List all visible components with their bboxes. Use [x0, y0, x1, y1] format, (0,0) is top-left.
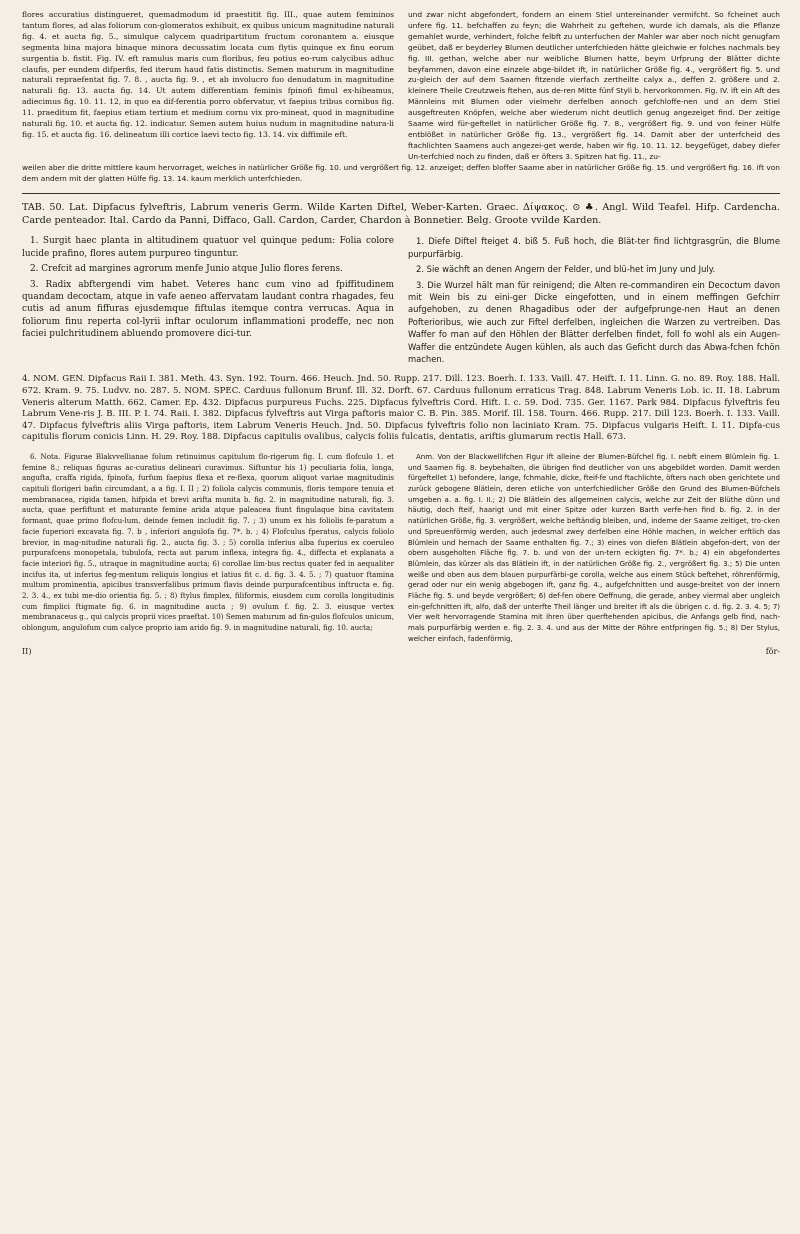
- top-section: [22, 10, 780, 163]
- german-paragraph: 1. Diefe Diftel fteiget 4. biß 5. Fuß hoch, die Blät-ter find lichtgrasgrün, die Blume purpurfärbig.: [408, 236, 780, 259]
- notes-section: [22, 452, 780, 645]
- notes-latin-column: [22, 452, 394, 645]
- description-section: [22, 235, 780, 368]
- top-latin-column: [22, 10, 394, 163]
- description-latin-column: [22, 235, 394, 368]
- catchword: för-: [765, 646, 780, 656]
- notes-german-text: Anm. Von der Blackwellifchen Figur ift alleine der Blumen-Büfchel fig. I. nebft einem Blümlein fig. 1. und Saamen fig. 8. beybehalten, die übrigen find deutlicher von uns abgebildet worden. Damit werden fürgeftellet 1) befondere, lange, fchmahle, dicke, fteif-fe und ftachlichte, öfters nach oben gerichtete und zurück gebogene Blätlein, deren etliche von unterfchiedlicher Größe den Grund des Blumen-Büfchels umgeben a. a. fig. I. II.; 2) Die Blätlein des allgemeinen calycis, welche zur Zeit der Blüthe dünn und häutig, doch fteif, haarigt und mit einer Spitze oder kurzen Barth verfe-hen find b. fig. 2. in der natürlichen Größe, fig. 3. vergrößert, welche beftändig bleiben, und, indeme der Saame zeitiget, tro-cken und Spreuenförmig werden, auch jedesmal zwey derfelben eine Höhle machen, in welcher erftlich das Blümlein und hernach der Saame enthalten fig. 7.; 3) eines von diefen Blätlein abgefon-dert, von der obern ausgeholten Fläche fig. 7. b. und von der un-tern eckigten fig. 7*. b.; 4) ein abgefondertes Blümlein, das kürzer als das Blätlein ift, in der natürlichen Größe fig. 2., vergrößert fig. 3.; 5) Die unten weiße und oben aus dem blauen purpurfärbi-ge corolla, welche aus einem Stück beftehet, röhrenförmig, gerad oder nur ein wenig abgebogen ift, ganz fig. 4., aufgefchnitten und ausge-breitet von der innern Fläche fig. 5. und beyde vergrößert; 6) def-fen obere Oeffnung, die gerade, anbey viermal aber ungleich ein-gefchnitten ift, alfo, daß der unterfte Theil länger und breiter ift als die übrigen c. d. fig. 2. 3. 4. 5; 7) Vier weit hervorragende Stamina mit ihren über querftehenden apicibus, die Anfangs gelb find, nach-mals purpurfärbig werden e. fig. 2. 3. 4. und aus der Mitte der Röhre entfpringen fig. 5.; 8) Der Stylus, welcher einfach, fadenförmig,: [408, 452, 780, 643]
- notes-german-column: [408, 452, 780, 645]
- description-german-column: [408, 235, 780, 368]
- top-german-text: und zwar nicht abgefondert, fondern an einem Stiel untereinander vermifcht. So fcheinet auch unfere fig. 11. befchaffen zu feyn; die Wahrheit zu geftehen, wurde ich damals, als die Pflanze gemahlet wurde, verhindert, folche felbft zu unterfuchen der Mahler war aber noch nicht genugfam geübet, daß er beyderley Blumen deutlicher unterfchieden hätte gleichwie er folches nachmals bey fig. III. gethan, welche aber nur weibliche Blumen hatte, beym Urfprung der Blätter dichte beyfammen, davon eine einzele abge-bildet ift, in natürlicher Größe fig. 4., vergrößert fig. 5. und zu-gleich der auf dem Saamen fitzende vierfach zertheilte calyx a., deffen 2. größere und 2. kleinere Theile Creutzweis ftehen, aus de-ren Mitte fünf Styli b. hervorkommen. Fig. IV. ift ein Aft des Männleins mit Blumen oder vielmehr derfelben annoch gefchloffe-nen und an dem Stiel ausgeftreuten Knöpfen, welche aber wiederum nicht deutlich genug angezeiget find. Der zeitige Saame wird für-geftellet in natürlicher Größe fig. 7. 8., vergrößert fig. 9. und von feiner Hülfe entblößet in natürlicher Größe fig. 13., vergrößert fig. 14. Damit aber der unterfcheid des ftachlichten Saamens auch angezei-get werde, haben wir fig. 10. 11. 12. beygefüget, dabey diefer Un-terfchied noch zu finden, daß er öfters 3. Spitzen hat fig. 11., zu-: [408, 10, 780, 161]
- notes-latin-text: 6. Nota. Figurae Blakvvellianae folum retinuimus capitulum flo-rigerum fig. I. cum flofculo 1. et femine 8.; reliquas figuras ac-curatius delineari curavimus. Siftuntur his 1) peculiaria folia, longa, angufta, craffa rigida, fpinofa, furfum faepius flexa et re-flexa, quorum aliquot variae magnitudinis capituli florigeri bafin circumdant, a a fig. I. II ; 2) foliola calycis communis, floris tempore tenuia et membranacea, rigida tamen, hifpida et brevi arifta munita b. fig. 2. in magnitudine naturali, fig. 3. aucta, quae perfiftunt et maturante femine arida atque paleacea fiunt fingulaque bina cavitatem formant, quae primo flofcu-lum, deinde femen includit fig. 7. ; 3) unum ex his foliolis fe-paratum a facie fuperiori excavata fig. 7. b , inferiori angulofa fig. 7*. b. ; 4) Flofculus fperatus, calycis foliolo brevior, in mag-nitudine naturali fig. 2., aucta fig. 3. ; 5) corolla inferius alba fuperius ex coeruleo purpurafcens monopetala, tubulofa, recta aut parum inflexa, integra fig. 4., diffecta et explanata a facie interiori fig. 5., utraque in magnitudine aucta; 6) corollae lim-bus rectus quater fed in aequaliter incifus ita, ut inferius feg-mentum reliquis longius et latius fit c. d. fig. 3. 4. 5. ; 7) quatuor ftamina multum prominentia, apicibus transverfalibus primum flavis deinde purpurafcentibus inftructa e. fig. 2. 3. 4., ex tubi me-dio orientia fig. 5. ; 8) ftylus fimplex, filiformis, eiusdem cum corolla longitudinis cum fimplici ftigmate fig. 6. in magnitudine aucta ; 9) ovulum f. fig. 2. 3. eiusque vertex membranaceus g., qui calycis proprii vices praeftat. 10) Semen maturum ad fin-gulos flofculos unicum, oblongum, angulofum cum calyce proprio iam arido fig. 9. in magnitudine naturali, fig. 10. aucta;: [22, 451, 394, 633]
- tab-heading: TAB. 50. Lat. Dipfacus fylveftris, Labrum veneris Germ. Wilde Karten Diftel, Weber-Karten. Graec. Δίψακος. ⊙ ♣. Angl. Wild Teafel. Hifp. Cardencha. Carde penteador. Ital. Cardo da Panni, Diffaco, Gall. Cardon, Carder, Chardon à Bonnetier. Belg. Groote vvilde Karden.: [22, 201, 780, 226]
- latin-paragraph: 2. Crefcit ad margines agrorum menfe Junio atque Julio flores ferens.: [30, 264, 343, 275]
- page-footer: [22, 647, 780, 656]
- german-paragraph: 3. Die Wurzel hält man für reinigend; die Alten re-commandiren ein Decoctum davon mit Wein bis zu eini-ger Dicke eingefotten, und in einem meffingen Gefchirr aufgehoben, zu denen Rhagadibus oder der aufgefprunge-nen Haut an denen Pofterioribus, wie auch zur Fiftel derfelben, ingleichen die Warzen zu vertreiben. Das Waffer fo man auf den Höhlen der Blätter derfelben findet, foll fo wohl als ein Augen-Waffer die entzündete Augen kühlen, als auch das Geficht durch das Abwa-fchen fchön machen.: [408, 279, 780, 364]
- signature-mark: II): [22, 646, 32, 656]
- nomenclature-synonyms: 4. NOM. GEN. Dipfacus Raii I. 381. Meth. 43. Syn. 192. Tourn. 466. Heuch. Jnd. 50. Rupp. 217. Dill. 123. Boerh. I. 133. Vaill. 47. Heift. I. 11. Linn. G. no. 89. Roy. 188. Hall. 672. Kram. 9. 75. Ludvv. no. 287. 5. NOM. SPEC. Carduus fullonum Brunf. Ill. 32. Dorft. 67. Carduus fullonum erraticus Trag. 848. Labrum Veneris Lob. ic. II. 18. Labrum Veneris alterum Matth. 662. Camer. Ep. 432. Dipfacus purpureus Fuchs. 225. Dipfacus fylveftris Cord. Hift. I. c. 59. Dod. 735. Ger. 1167. Park 984. Dipfacus fylveftris feu Labrum Vene-ris J. B. III. P. I. 74. Raii. I. 382. Dipfacus fylveftris aut Virga paftoris maior C. B. Pin. 385. Morif. Ill. 158. Tourn. 466. Rupp. 217. Dill 123. Boerh. I. 133. Vaill. 47. Dipfacus fylveftris aliis Virga paftoris, item Labrum Veneris Heuch. Jnd. 50. Dipfacus fylveftris folio non laciniato Kram. 75. Dipfacus vulgaris Heift. I. 11. Dipfa-cus capitulis florum conicis Linn. H. 29. Roy. 188. Dipfacus capitulis ovalibus, calycis foliis fulcatis, dentatis, ariftis glumarum rectis Hall. 673.: [22, 374, 780, 443]
- top-german-column: [408, 10, 780, 163]
- section-divider: [22, 193, 780, 194]
- german-paragraph: 2. Sie wächft an denen Angern der Felder, und blü-het im Juny und July.: [416, 264, 716, 275]
- latin-paragraph: 3. Radix abftergendi vim habet. Veteres hanc cum vino ad fpiffitudinem quandam decoctam, atque in vafe aeneo affervatam laudant contra rhagades, feu cutis ad anum fiffuras ejusdemque fiftulas itemque contra verrucas. Aqua in foliorum finu reperta col-lyrii inftar oculorum inflammationi prodeffe, nec non faciei pulchritudinem abluendo promovere dici-tur.: [22, 279, 394, 340]
- document-page: [22, 10, 780, 1224]
- top-latin-text: flores accuratius distingueret, quemadmodum id praestitit fig. III., quae autem femininos tantum flores, ad alas foliorum con-glomeratos exhibuit, ex quibus unicum magnitudine naturali fig. 4. et aucta fig. 5., simulque calycem quadripartitum fructum coronantem a. eiusque segmenta bina majora binaque minora decussatim locata cum flytis quinque ex finu eorum surgentia b. fistit. Fig. IV. eft ramulus maris cum floribus, feu potius eo-rum calycibus adhuc claufis, per eundem difperfis, fed iterum haud fatis distinctis. Semen maturum in magnitudine naturali repraefentat fig. 7. 8. , aucta fig. 9. , et ab involucro fuo denudatum in magnitudine naturali fig. 13. aucta fig. 14. Ut autem differentiam feminis fpinofi fimul ex-hibeamus, adiecimus fig. 10. 11. 12, in quo ea dif-ferentia porro obfervatur, vt faepius tribus cornibus fig. 11. praeditum fit, faepius etiam tertium et medium cornu vix pro-mineat, quod in magnitudine naturali fig. 10. et aucta fig. 12. indicatur. Semen autem huius nudum in magnitudine natura-li fig. 15. et aucta fig. 16. delineatum illi cortice laevi tecto fig. 13. 14. vix diffimile eft.: [22, 10, 394, 139]
- top-german-continuation: weilen aber die dritte mittlere kaum hervorraget, welches in natürlicher Größe fig. 10. und vergrößert fig. 12. anzeiget; deffen bloffer Saame aber in natürlicher Größe fig. 15. und vergrößert fig. 16. ift von dem andern mit der glatten Hülfe fig. 13. 14. kaum merklich unterfchieden.: [22, 162, 780, 183]
- latin-paragraph: 1. Surgit haec planta in altitudinem quatuor vel quinque pedum: Folia colore lucide prafino, flores autem purpureo tinguntur.: [22, 236, 394, 259]
